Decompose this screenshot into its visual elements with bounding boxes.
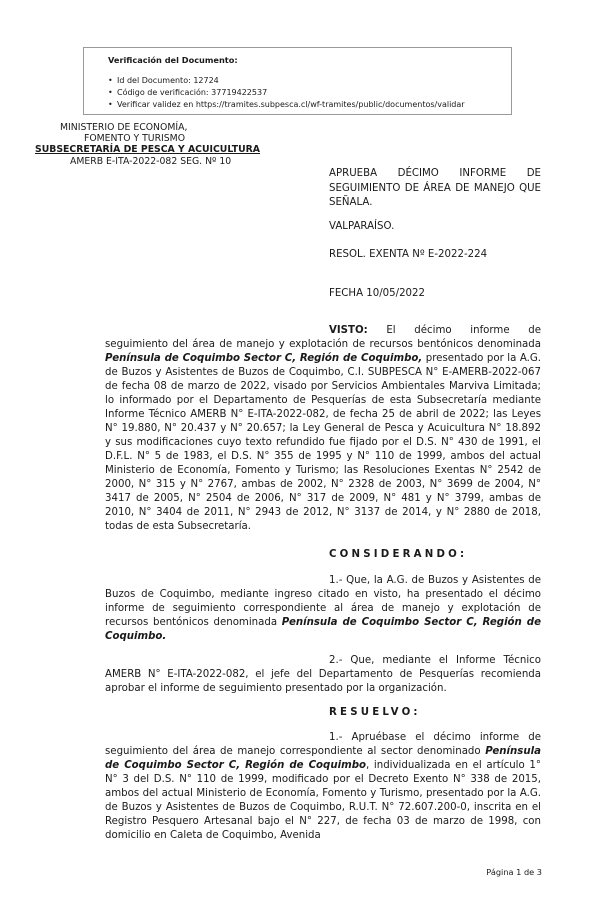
verification-url-item [108, 99, 465, 111]
city: VALPARAÍSO. [329, 221, 395, 232]
area-name: Península de Coquimbo Sector C, Región de Coquimbo. [105, 617, 541, 642]
verification-list [108, 75, 465, 111]
considerando-heading: CONSIDERANDO: [329, 549, 468, 560]
area-name: Península de Coquimbo Sector C, Región de Coquimbo, [105, 353, 423, 364]
resuelvo-heading: RESUELVO: [329, 707, 421, 718]
verification-code: • Código de verificación: 37719422537 [108, 87, 465, 99]
considerando-item-1: 1.- Que, la A.G. de Buzos y Asistentes de Buzos de Coquimbo, mediante ingreso citado en visto, ha presentado el décimo informe de seguimiento correspondiente al área de manejo y explotación de recursos bentónicos denominada Península de Coquimbo Sector C, Región de Coquimbo. [105, 575, 541, 642]
visto-label: VISTO: [329, 325, 368, 336]
page-number: Página 1 de 3 [486, 867, 542, 877]
resolution-date: FECHA 10/05/2022 [329, 288, 425, 299]
verification-link[interactable]: Verificar validez en https://tramites.subpesca.cl/wf-tramites/public/documentos/validar [117, 100, 465, 109]
verification-title: Verificación del Documento: [108, 55, 238, 65]
document-id: • Id del Documento: 12724 [108, 75, 465, 87]
verification-box [83, 47, 512, 115]
subsecretaria-title: SUBSECRETARÍA DE PESCA Y ACUICULTURA [35, 144, 260, 155]
ministry-line-2: FOMENTO Y TURISMO [84, 133, 186, 144]
area-name: Península de Coquimbo Sector C, Región de Coquimbo [105, 746, 541, 771]
resolution-title: APRUEBA DÉCIMO INFORME DE SEGUIMIENTO DE ÁREA DE MANEJO QUE SEÑALA. [329, 168, 541, 208]
resuelvo-item-1: 1.- Apruébase el décimo informe de seguimiento del área de manejo correspondiente al sector denominado Península de Coquimbo Sector C, Región de Coquimbo, individualizada en el artículo 1° N° 3 del D.S. N° 110 de 1999, modificado por el Decreto Exento N° 338 de 2015, ambos del actual Ministerio de Economía, Fomento y Turismo, presentado por la A.G. de Buzos y Asistentes de Buzos de Coquimbo, R.U.T. N° 72.607.200-0, inscrita en el Registro Pesquero Artesanal bajo el N° 227, de fecha 03 de marzo de 1998, con domicilio en Caleta de Coquimbo, Avenida [105, 732, 541, 841]
visto-paragraph: VISTO: El décimo informe de seguimiento del área de manejo y explotación de recursos bentónicos denominada Península de Coquimbo Sector C, Región de Coquimbo, presentado por la A.G. de Buzos y Asistentes de Buzos de Coquimbo, C.I. SUBPESCA N° E-AMERB-2022-067 de fecha 08 de marzo de 2022, visado por Servicios Ambientales Marviva Limitada; lo informado por el Departamento de Pesquerías de esta Subsecretaría mediante Informe Técnico AMERB N° E-ITA-2022-082, de fecha 25 de abril de 2022; las Leyes N° 19.880, N° 20.437 y N° 20.657; la Ley General de Pesca y Acuicultura N° 18.892 y sus modificaciones cuyo texto refundido fue fijado por el D.S. N° 430 de 1991, el D.F.L. N° 5 de 1983, el D.S. N° 355 de 1995 y N° 110 de 1999, ambos del actual Ministerio de Economía, Fomento y Turismo; las Resoluciones Exentas N° 2542 de 2000, N° 315 y N° 2767, ambas de 2002, N° 2328 de 2003, N° 3699 de 2004, N° 3417 de 2005, N° 2504 de 2006, N° 317 de 2009, N° 481 y N° 3799, ambas de 2010, N° 3404 de 2011, N° 2943 de 2012, N° 3137 de 2014, y N° 2880 de 2018, todas de esta Subsecretaría. [105, 325, 541, 532]
resolution-number: RESOL. EXENTA Nº E-2022-224 [329, 249, 488, 260]
document-reference: AMERB E-ITA-2022-082 SEG. Nº 10 [70, 156, 232, 167]
ministry-line-1: MINISTERIO DE ECONOMÍA, [60, 122, 188, 133]
considerando-item-2: 2.- Que, mediante el Informe Técnico AMERB N° E-ITA-2022-082, el jefe del Departamento de Pesquerías recomienda aprobar el informe de seguimiento presentado por la organización. [105, 655, 541, 694]
